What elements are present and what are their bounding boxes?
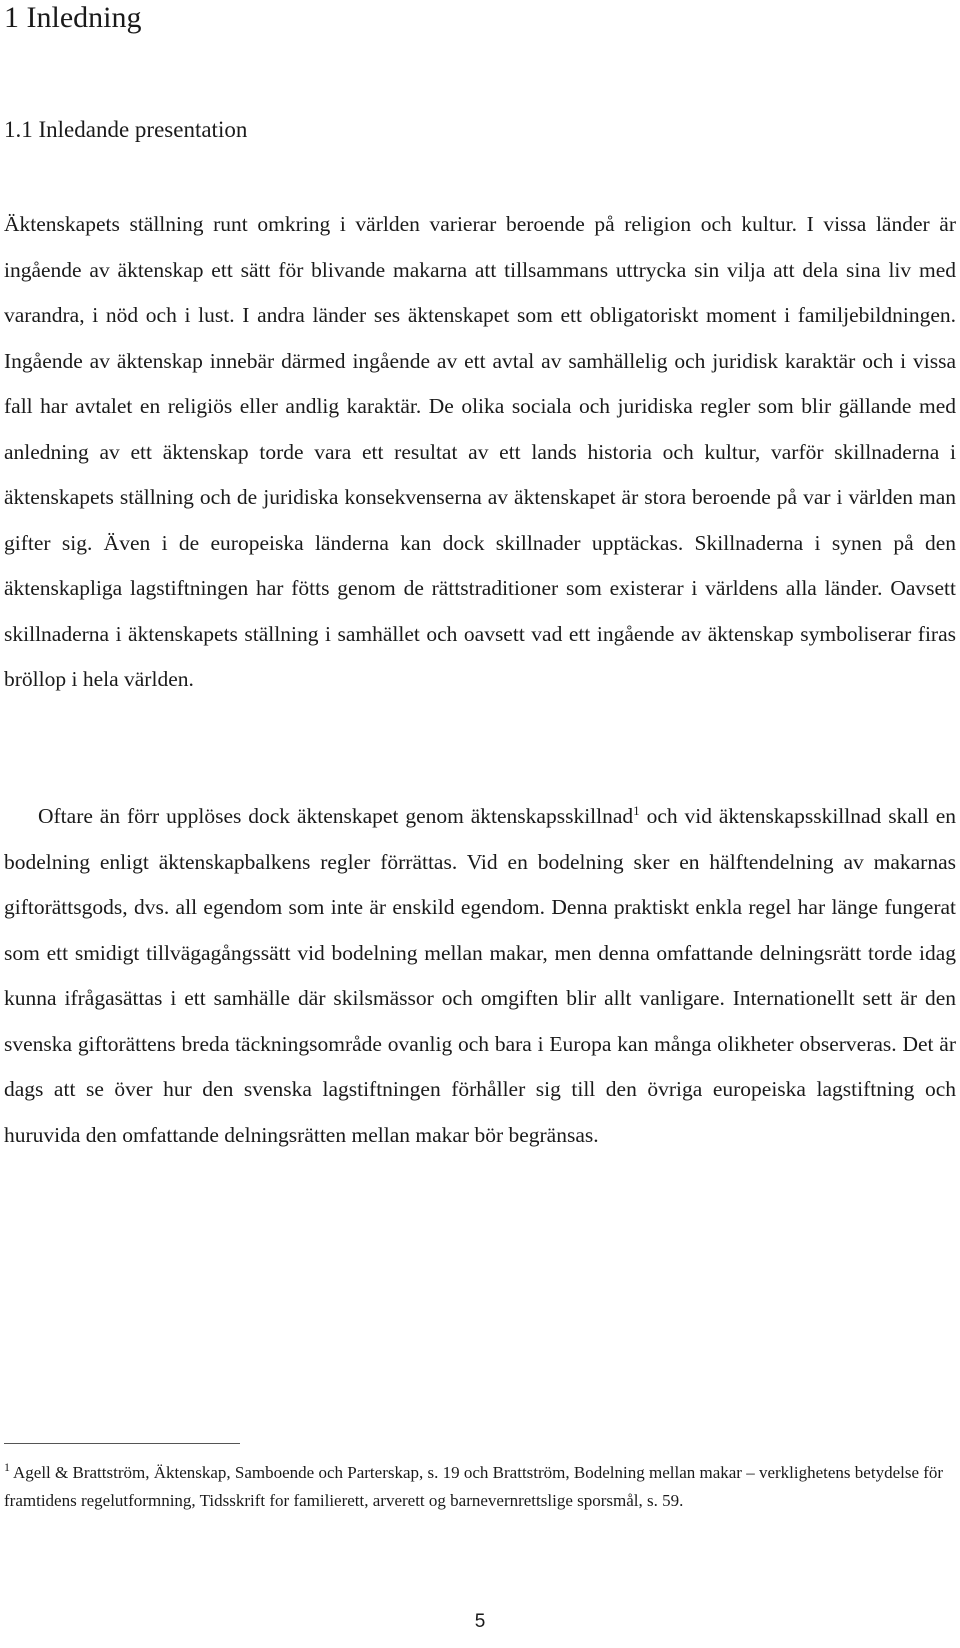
footnote-text: Agell & Brattström, Äktenskap, Samboende och Parterskap, s. 19 och Brattström, Bodelning mellan makar – verklighetens betydelse för framtidens regelutformning, Tidsskrift for familierett, arverett og barnevernrettslige sporsmål, s. 59.	[4, 1463, 944, 1510]
paragraph-2-text-end: och vid äktenskapsskillnad skall en bodelning enligt äktenskapbalkens regler förrättas. Vid en bodelning sker en hälftendelning av makarnas giftorättsgods, dvs. all egendom som inte är enskild egendom. Denna praktiskt enkla regel har länge fungerat som ett smidigt tillvägagångssätt vid bodelning mellan makar, men denna omfattande delningsrätt torde idag kunna ifrågasättas i ett samhälle där skilsmässor och omgiften blir allt vanligare. Internationellt sett är den svenska giftorättens breda täckningsområde ovanlig och bara i Europa kan många olikheter observeras. Det är dags att se över hur den svenska lagstiftningen förhåller sig till den övriga europeiska lagstiftning och huruvida den omfattande delningsrätten mellan makar bör begränsas.	[4, 804, 956, 1147]
body-paragraph-2	[4, 794, 956, 1158]
chapter-heading: 1 Inledning	[4, 1, 142, 34]
footnote-reference[interactable]: 1	[633, 802, 640, 818]
footnote	[4, 1459, 944, 1515]
footnote-number: 1	[4, 1460, 10, 1475]
body-paragraph-1: Äktenskapets ställning runt omkring i världen varierar beroende på religion och kultur. I vissa länder är ingående av äktenskap ett sätt för blivande makarna att tillsammans uttrycka sin vilja att dela sina liv med varandra, i nöd och i lust. I andra länder ses äktenskapet som ett obligatoriskt moment i familjebildningen. Ingående av äktenskap innebär därmed ingående av ett avtal av samhällelig och juridisk karaktär och i vissa fall har avtalet en religiös eller andlig karaktär. De olika sociala och juridiska regler som blir gällande med anledning av ett äktenskap torde vara ett resultat av ett lands historia och kultur, varför skillnaderna i äktenskapets ställning och de juridiska konsekvenserna av äktenskapet är stora beroende på var i världen man gifter sig. Även i de europeiska länderna kan dock skillnader upptäckas. Skillnaderna i synen på den äktenskapliga lagstiftningen har fötts genom de rättstraditioner som existerar i världens alla länder. Oavsett skillnaderna i äktenskapets ställning i samhället och oavsett vad ett ingående av äktenskap symboliserar firas bröllop i hela världen.	[4, 212, 956, 691]
footnote-divider	[4, 1443, 240, 1444]
section-heading: 1.1 Inledande presentation	[4, 117, 248, 142]
paragraph-2-text-start: Oftare än förr upplöses dock äktenskapet genom äktenskapsskillnad	[38, 804, 634, 828]
page-number: 5	[474, 1611, 486, 1632]
